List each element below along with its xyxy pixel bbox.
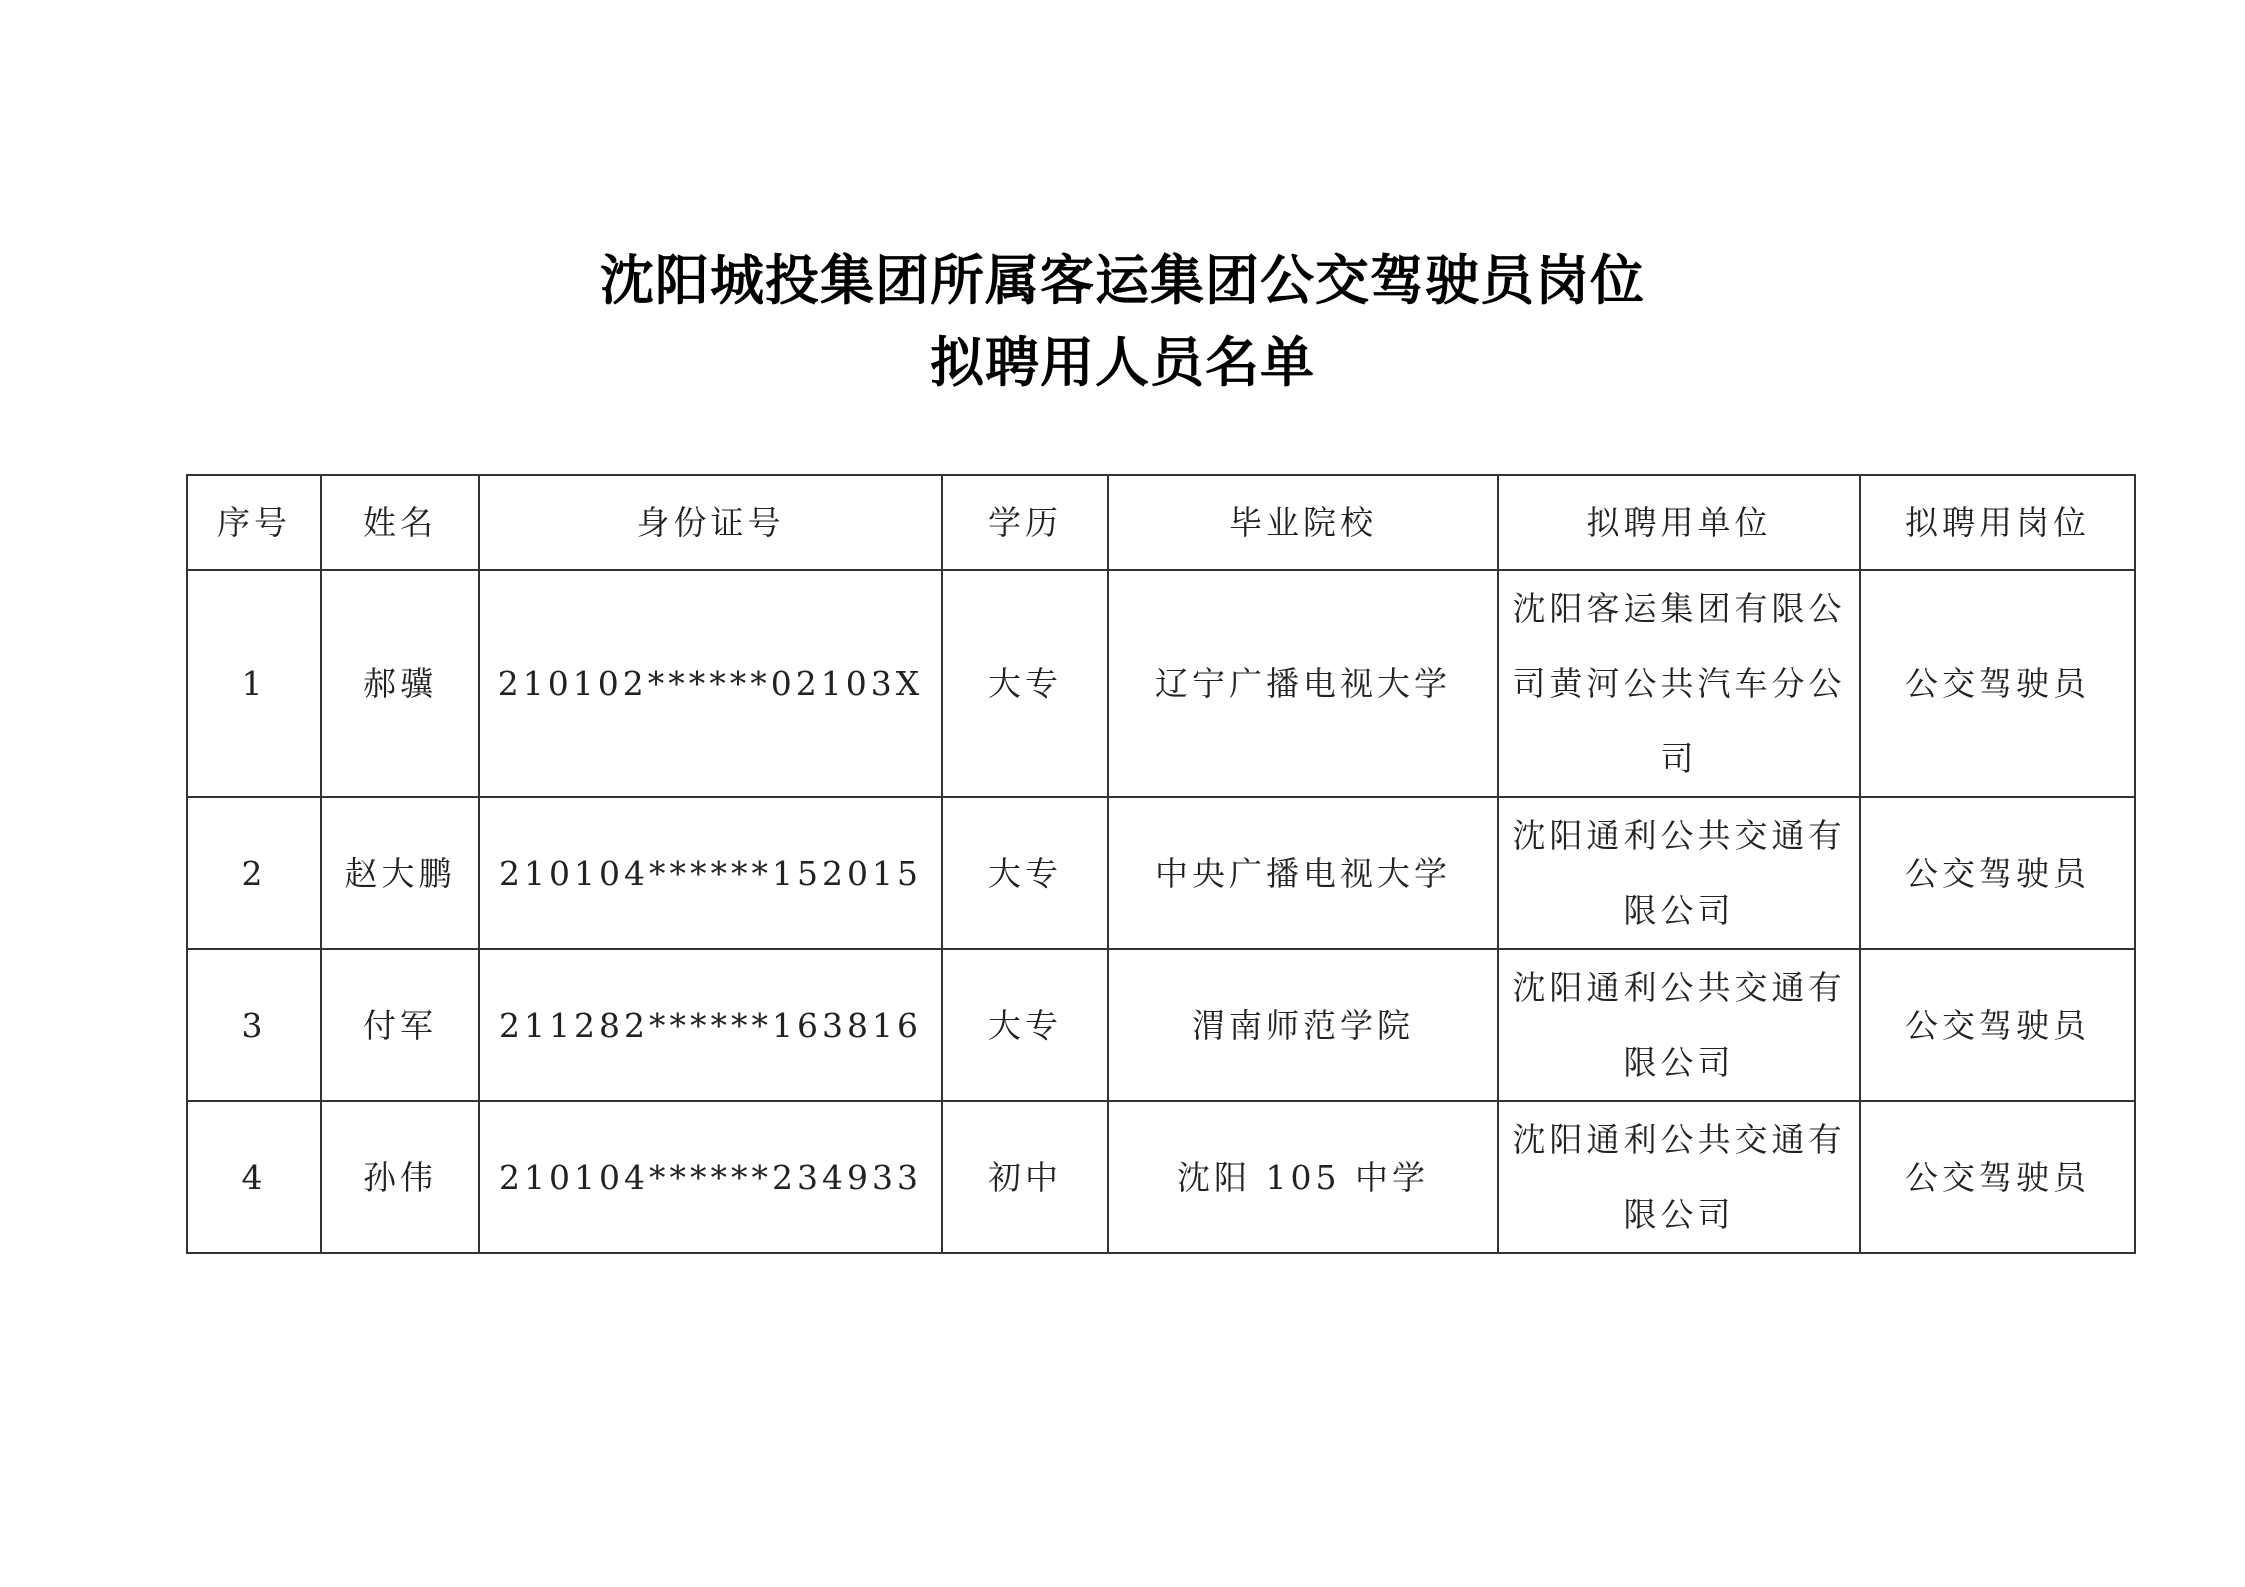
cell-serial-number: 2 [187, 797, 321, 949]
title-line-1: 沈阳城投集团所属客运集团公交驾驶员岗位 [600, 249, 1645, 312]
cell-id-number: 210104******152015 [479, 797, 942, 949]
cell-id-number: 210102******02103X [479, 570, 942, 797]
cell-unit: 沈阳通利公共交通有限公司 [1498, 1101, 1860, 1253]
cell-name: 郝骥 [321, 570, 479, 797]
cell-name: 赵大鹏 [321, 797, 479, 949]
cell-school: 渭南师范学院 [1108, 949, 1498, 1101]
cell-education: 初中 [942, 1101, 1108, 1253]
cell-unit: 沈阳通利公共交通有限公司 [1498, 949, 1860, 1101]
cell-education: 大专 [942, 797, 1108, 949]
cell-position: 公交驾驶员 [1860, 797, 2135, 949]
cell-school: 中央广播电视大学 [1108, 797, 1498, 949]
cell-name: 孙伟 [321, 1101, 479, 1253]
cell-serial-number: 1 [187, 570, 321, 797]
header-name: 姓名 [321, 475, 479, 570]
header-education: 学历 [942, 475, 1108, 570]
hiring-roster-table [186, 474, 2136, 1254]
header-row [187, 475, 2135, 570]
cell-position: 公交驾驶员 [1860, 949, 2135, 1101]
table-row [187, 570, 2135, 797]
cell-school: 辽宁广播电视大学 [1108, 570, 1498, 797]
header-position: 拟聘用岗位 [1860, 475, 2135, 570]
table-row [187, 949, 2135, 1101]
cell-education: 大专 [942, 949, 1108, 1101]
table-row [187, 797, 2135, 949]
cell-name: 付军 [321, 949, 479, 1101]
cell-id-number: 211282******163816 [479, 949, 942, 1101]
cell-position: 公交驾驶员 [1860, 1101, 2135, 1253]
header-unit: 拟聘用单位 [1498, 475, 1860, 570]
cell-school: 沈阳 105 中学 [1108, 1101, 1498, 1253]
table-row [187, 1101, 2135, 1253]
header-school: 毕业院校 [1108, 475, 1498, 570]
document-title [0, 240, 2245, 404]
cell-unit: 沈阳客运集团有限公司黄河公共汽车分公司 [1498, 570, 1860, 797]
header-serial-number: 序号 [187, 475, 321, 570]
cell-education: 大专 [942, 570, 1108, 797]
cell-position: 公交驾驶员 [1860, 570, 2135, 797]
cell-serial-number: 4 [187, 1101, 321, 1253]
cell-unit: 沈阳通利公共交通有限公司 [1498, 797, 1860, 949]
title-line-2: 拟聘用人员名单 [930, 331, 1315, 394]
cell-id-number: 210104******234933 [479, 1101, 942, 1253]
cell-serial-number: 3 [187, 949, 321, 1101]
header-id-number: 身份证号 [479, 475, 942, 570]
